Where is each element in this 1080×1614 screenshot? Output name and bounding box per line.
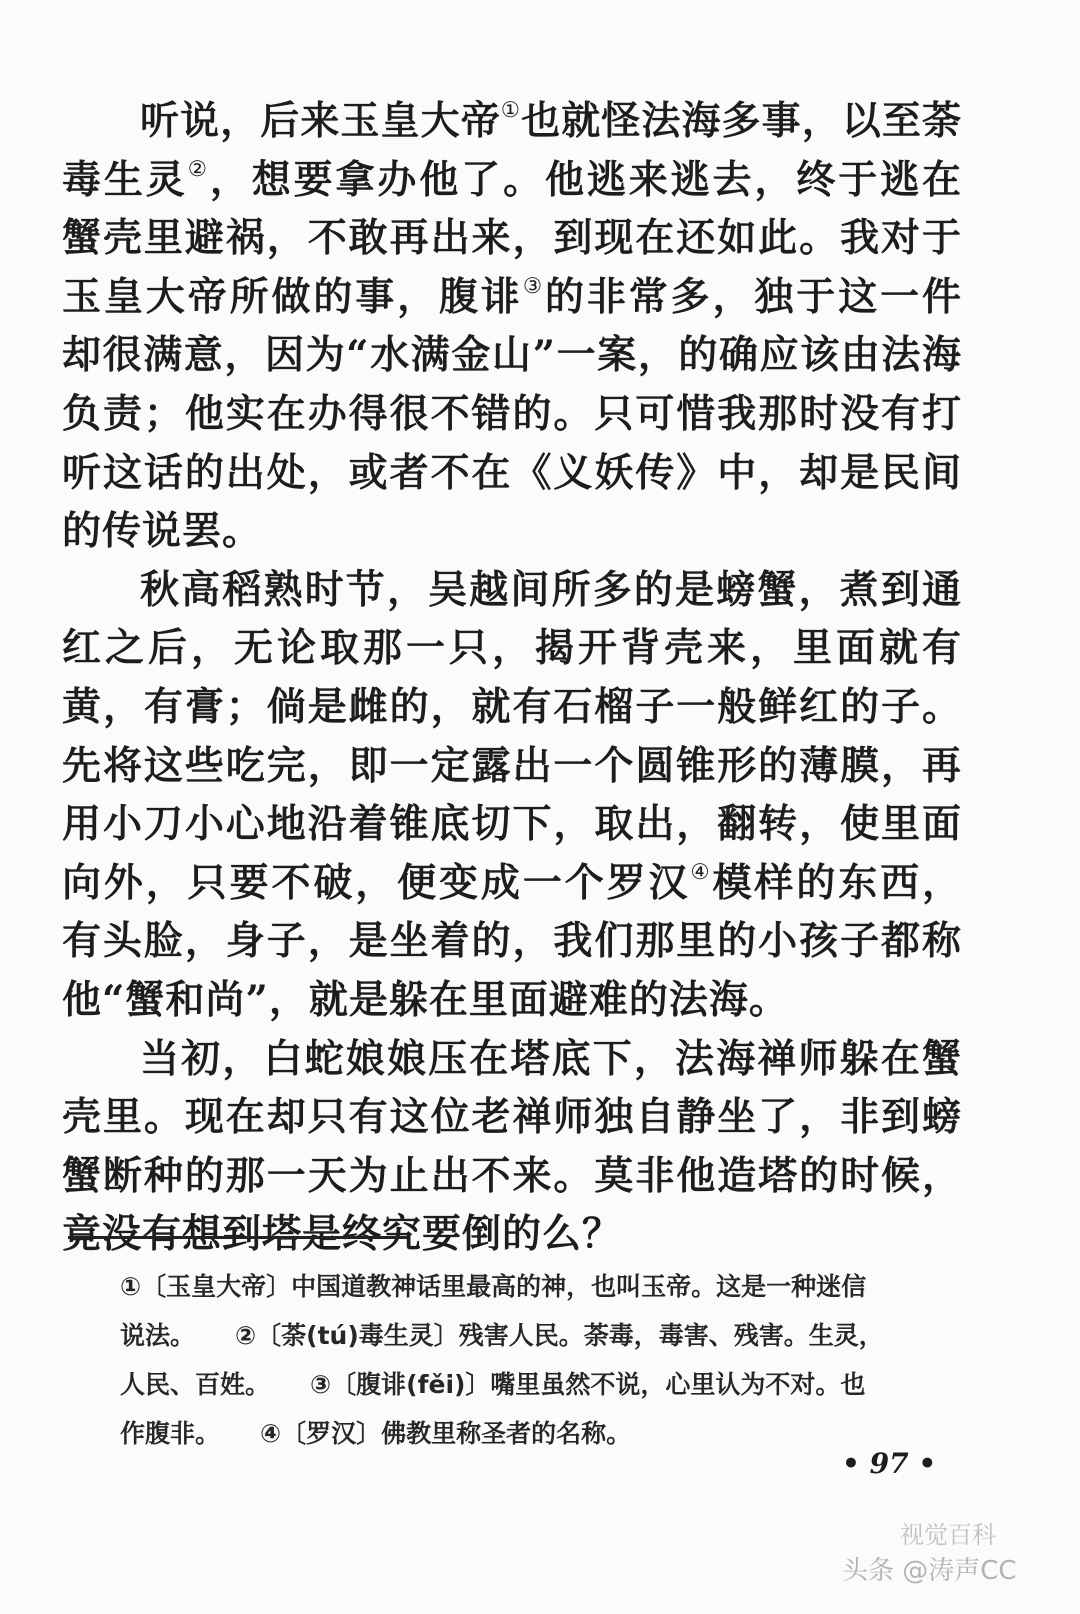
paragraph-2 (62, 561, 962, 1030)
footnote-text: ③〔腹诽(fěi)〕嘴里虽然不说，心里认为不对。也 (310, 1370, 866, 1399)
text-run: 秋高稻熟时节，吴越间所多的是螃蟹，煮到通红之后，无论取那一只，揭开背壳来，里面就有黄，有膏；倘是雌的，就有石榴子一般鲜红的子。先将这些吃完，即一定露出一个圆锥形的薄膜，再用小刀小心地沿着锥底切下，取出，翻转，使里面向外，只要不破，便变成一个罗汉 (62, 566, 962, 906)
text-run: 当初，白蛇娘娘压在塔底下，法海禅师躲在蟹壳里。现在却只有这位老禅师独自静坐了，非到螃蟹断种的那一天为止出不来。莫非他造塔的时候，竟没有想到塔是终究要倒的么？ (62, 1035, 962, 1258)
text-run: 听说，后来玉皇大帝 (140, 98, 501, 144)
paragraph-3 (62, 1030, 962, 1264)
footnote-text: 作腹非。 (120, 1419, 221, 1448)
footnote-line-1: ①〔玉皇大帝〕中国道教神话里最高的神，也叫玉帝。这是一种迷信 (120, 1272, 867, 1301)
footnote-line-2 (120, 1311, 962, 1360)
watermark-line-2: 头条 @涛声CC (842, 1556, 1017, 1586)
text-run: 模样的东西，有头脸，身子，是坐着的，我们那里的小孩子都称他“蟹和尚”，就是躲在里面避难的法海。 (62, 859, 962, 1023)
footnote-line-4 (120, 1409, 962, 1458)
text-run: ，想要拿办他了。他逃来逃去，终于逃在蟹壳里避祸，不敢再出来，到现在还如此。我对于玉皇大帝所做的事，腹诽 (62, 156, 962, 320)
footnotes (120, 1262, 962, 1458)
footnote-ref-3: ③ (522, 273, 545, 299)
text-run: 的非常多，独于这一件却很满意，因为“水满金山”一案，的确应该由法海负责；他实在办得很不错的。只可惜我那时没有打听这话的出处，或者不在《义妖传》中，却是民间的传说罢。 (62, 273, 962, 555)
footnote-line-3 (120, 1360, 962, 1409)
footnote-text: ②〔荼(tú)毒生灵〕残害人民。荼毒，毒害、残害。生灵， (235, 1321, 884, 1350)
body-text (62, 92, 962, 1264)
footnote-text: ④〔罗汉〕佛教里称圣者的名称。 (260, 1419, 632, 1448)
footnote-text: 人民、百姓。 (120, 1370, 271, 1399)
text-run: 也就怪法海多事，以至荼毒生灵 (62, 98, 962, 203)
page-number: • 97 • (842, 1447, 937, 1480)
paragraph-1 (62, 92, 962, 561)
footnote-divider (68, 1236, 408, 1239)
footnote-text: 说法。 (120, 1321, 196, 1350)
footnote-ref-4: ④ (690, 859, 713, 885)
footnote-ref-2: ② (187, 156, 210, 182)
footnote-ref-1: ① (500, 97, 522, 123)
watermark-line-1: 视觉百科 (900, 1521, 996, 1549)
